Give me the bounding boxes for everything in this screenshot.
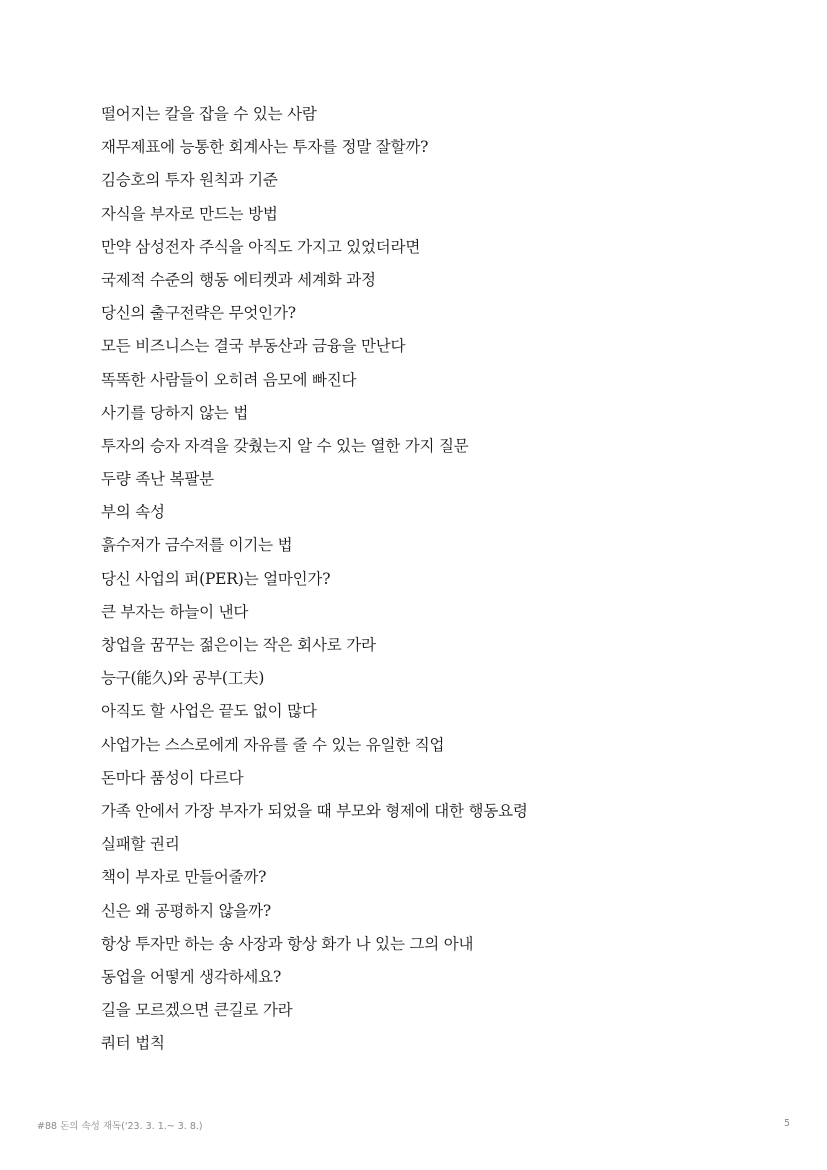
- toc-item: 당신 사업의 퍼(PER)는 얼마인가?: [101, 569, 331, 588]
- toc-item: 자식을 부자로 만드는 방법: [101, 204, 278, 223]
- toc-item: 동업을 어떻게 생각하세요?: [101, 967, 282, 986]
- toc-item: 김승호의 투자 원칙과 기준: [101, 171, 278, 190]
- page-number: 5: [783, 1118, 790, 1129]
- toc-item: 국제적 수준의 행동 에티켓과 세계화 과정: [101, 270, 376, 289]
- toc-item: 신은 왜 공평하지 않을까?: [101, 901, 272, 920]
- toc-item: 당신의 출구전략은 무엇인가?: [101, 304, 296, 323]
- toc-item: 큰 부자는 하늘이 낸다: [101, 602, 249, 621]
- footer-document-title: #88 돈의 속성 재독('23. 3. 1.~ 3. 8.): [37, 1121, 203, 1132]
- toc-item: 능구(能久)와 공부(工夫): [101, 669, 265, 688]
- toc-item: 떨어지는 칼을 잡을 수 있는 사람: [101, 105, 317, 123]
- toc-item: 사기를 당하지 않는 법: [101, 403, 249, 422]
- toc-item: 가족 안에서 가장 부자가 되었을 때 부모와 형제에 대한 행동요령: [101, 801, 528, 820]
- toc-item: 흙수저가 금수저를 이기는 법: [101, 536, 293, 555]
- toc-item: 두량 족난 복팔분: [101, 470, 214, 489]
- toc-item: 길을 모르겠으면 큰길로 가라: [101, 1001, 293, 1020]
- table-of-contents: [101, 98, 528, 1060]
- toc-item: 만약 삼성전자 주식을 아직도 가지고 있었더라면: [101, 237, 421, 256]
- toc-item: 창업을 꿈꾸는 젊은이는 작은 회사로 가라: [101, 636, 376, 654]
- toc-item: 부의 속성: [101, 503, 165, 522]
- toc-item: 실패할 권리: [101, 835, 180, 854]
- toc-item: 돈마다 품성이 다르다: [101, 768, 244, 787]
- toc-item: 쿼터 법칙: [101, 1034, 165, 1053]
- toc-item: 투자의 승자 자격을 갖췄는지 알 수 있는 열한 가지 질문: [101, 436, 469, 455]
- toc-item: 사업가는 스스로에게 자유를 줄 수 있는 유일한 직업: [101, 735, 445, 754]
- toc-item: 똑똑한 사람들이 오히려 음모에 빠진다: [101, 370, 357, 389]
- toc-item: 모든 비즈니스는 결국 부동산과 금융을 만난다: [101, 337, 406, 356]
- toc-item: 아직도 할 사업은 끝도 없이 많다: [101, 702, 317, 721]
- toc-item: 책이 부자로 만들어줄까?: [101, 868, 267, 887]
- toc-item: 재무제표에 능통한 회계사는 투자를 정말 잘할까?: [101, 138, 429, 157]
- toc-item: 항상 투자만 하는 송 사장과 항상 화가 나 있는 그의 아내: [101, 934, 474, 953]
